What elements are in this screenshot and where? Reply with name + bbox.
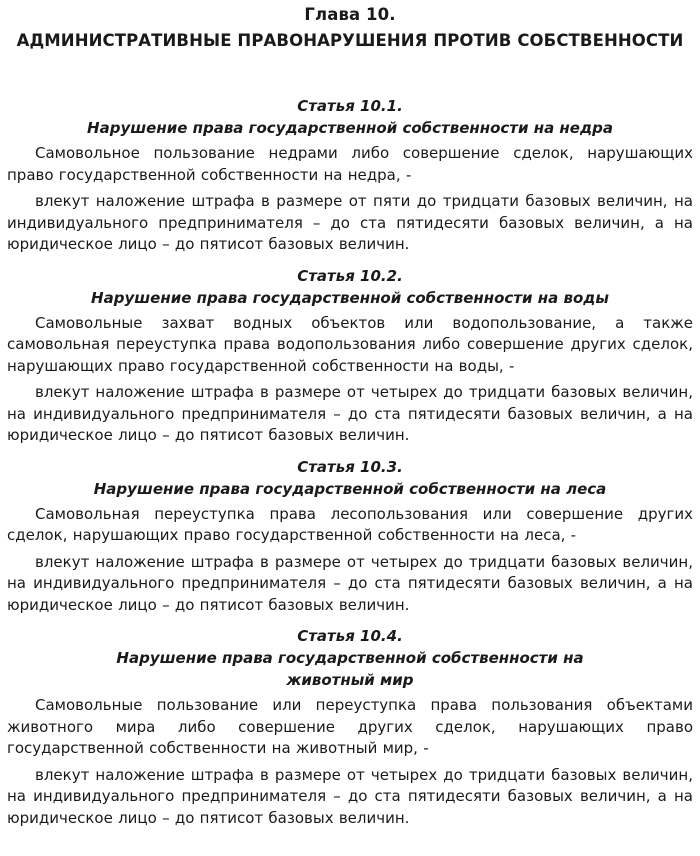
article-disposition: Самовольные захват водных объектов или водопользование, а также самовольная переуступка права водопользования либо совершение других сделок, нарушающих право государственной собственности на воды, - xyxy=(7,313,693,375)
article-number: Статья 10.3. xyxy=(297,457,403,476)
article-number: Статья 10.4. xyxy=(297,627,403,645)
article-10-1 xyxy=(7,95,693,256)
article-title: Нарушение права государственной собственности на леса xyxy=(93,479,607,498)
article-10-2 xyxy=(7,265,693,447)
chapter-title: АДМИНИСТРАТИВНЫЕ ПРАВОНАРУШЕНИЯ ПРОТИВ СОБСТВЕННОСТИ xyxy=(16,31,684,50)
article-sanction: влекут наложение штрафа в размере от пяти до тридцати базовых величин, на индивидуального предпринимателя – до ста пятидесяти базовых величин, а на юридическое лицо – до пятисот базовых величин. xyxy=(7,192,693,253)
article-sanction: влекут наложение штрафа в размере от четырех до тридцати базовых величин, на индивидуального предпринимателя – до ста пятидесяти базовых величин, а на юридическое лицо – до пятисот базовых величин. xyxy=(7,383,693,444)
article-sanction: влекут наложение штрафа в размере от четырех до тридцати базовых величин, на индивидуального предпринимателя – до ста пятидесяти базовых величин, а на юридическое лицо – до пятисот базовых величин. xyxy=(7,765,693,827)
article-title-line-2: животный мир xyxy=(286,671,414,689)
article-title-line-1: Нарушение права государственной собственности на xyxy=(116,649,584,667)
article-number: Статья 10.1. xyxy=(297,97,403,115)
article-title: Нарушение права государственной собственности на недра xyxy=(87,119,613,137)
article-heading xyxy=(7,625,693,691)
article-disposition: Самовольное пользование недрами либо совершение сделок, нарушающих право государственной собственности на недра, - xyxy=(7,144,693,184)
chapter-heading xyxy=(7,2,693,54)
article-title: Нарушение права государственной собственности на воды xyxy=(91,288,609,307)
article-heading xyxy=(7,265,693,309)
chapter-number: Глава 10. xyxy=(304,5,396,24)
article-10-3 xyxy=(7,456,693,617)
article-heading xyxy=(7,95,693,139)
article-10-4 xyxy=(7,625,693,829)
article-sanction: влекут наложение штрафа в размере от четырех до тридцати базовых величин, на индивидуального предпринимателя – до ста пятидесяти базовых величин, а на юридическое лицо – до пятисот базовых величин. xyxy=(7,552,693,614)
article-disposition: Самовольные пользование или переуступка права пользования объектами животного мира либо совершение других сделок, нарушающих право государственной собственности на животный мир, - xyxy=(7,696,693,757)
article-number: Статья 10.2. xyxy=(297,266,403,285)
article-disposition: Самовольная переуступка права лесопользования или совершение других сделок, нарушающих право государственной собственности на леса, - xyxy=(7,504,693,544)
article-heading xyxy=(7,456,693,500)
heading-spacer xyxy=(7,54,693,95)
